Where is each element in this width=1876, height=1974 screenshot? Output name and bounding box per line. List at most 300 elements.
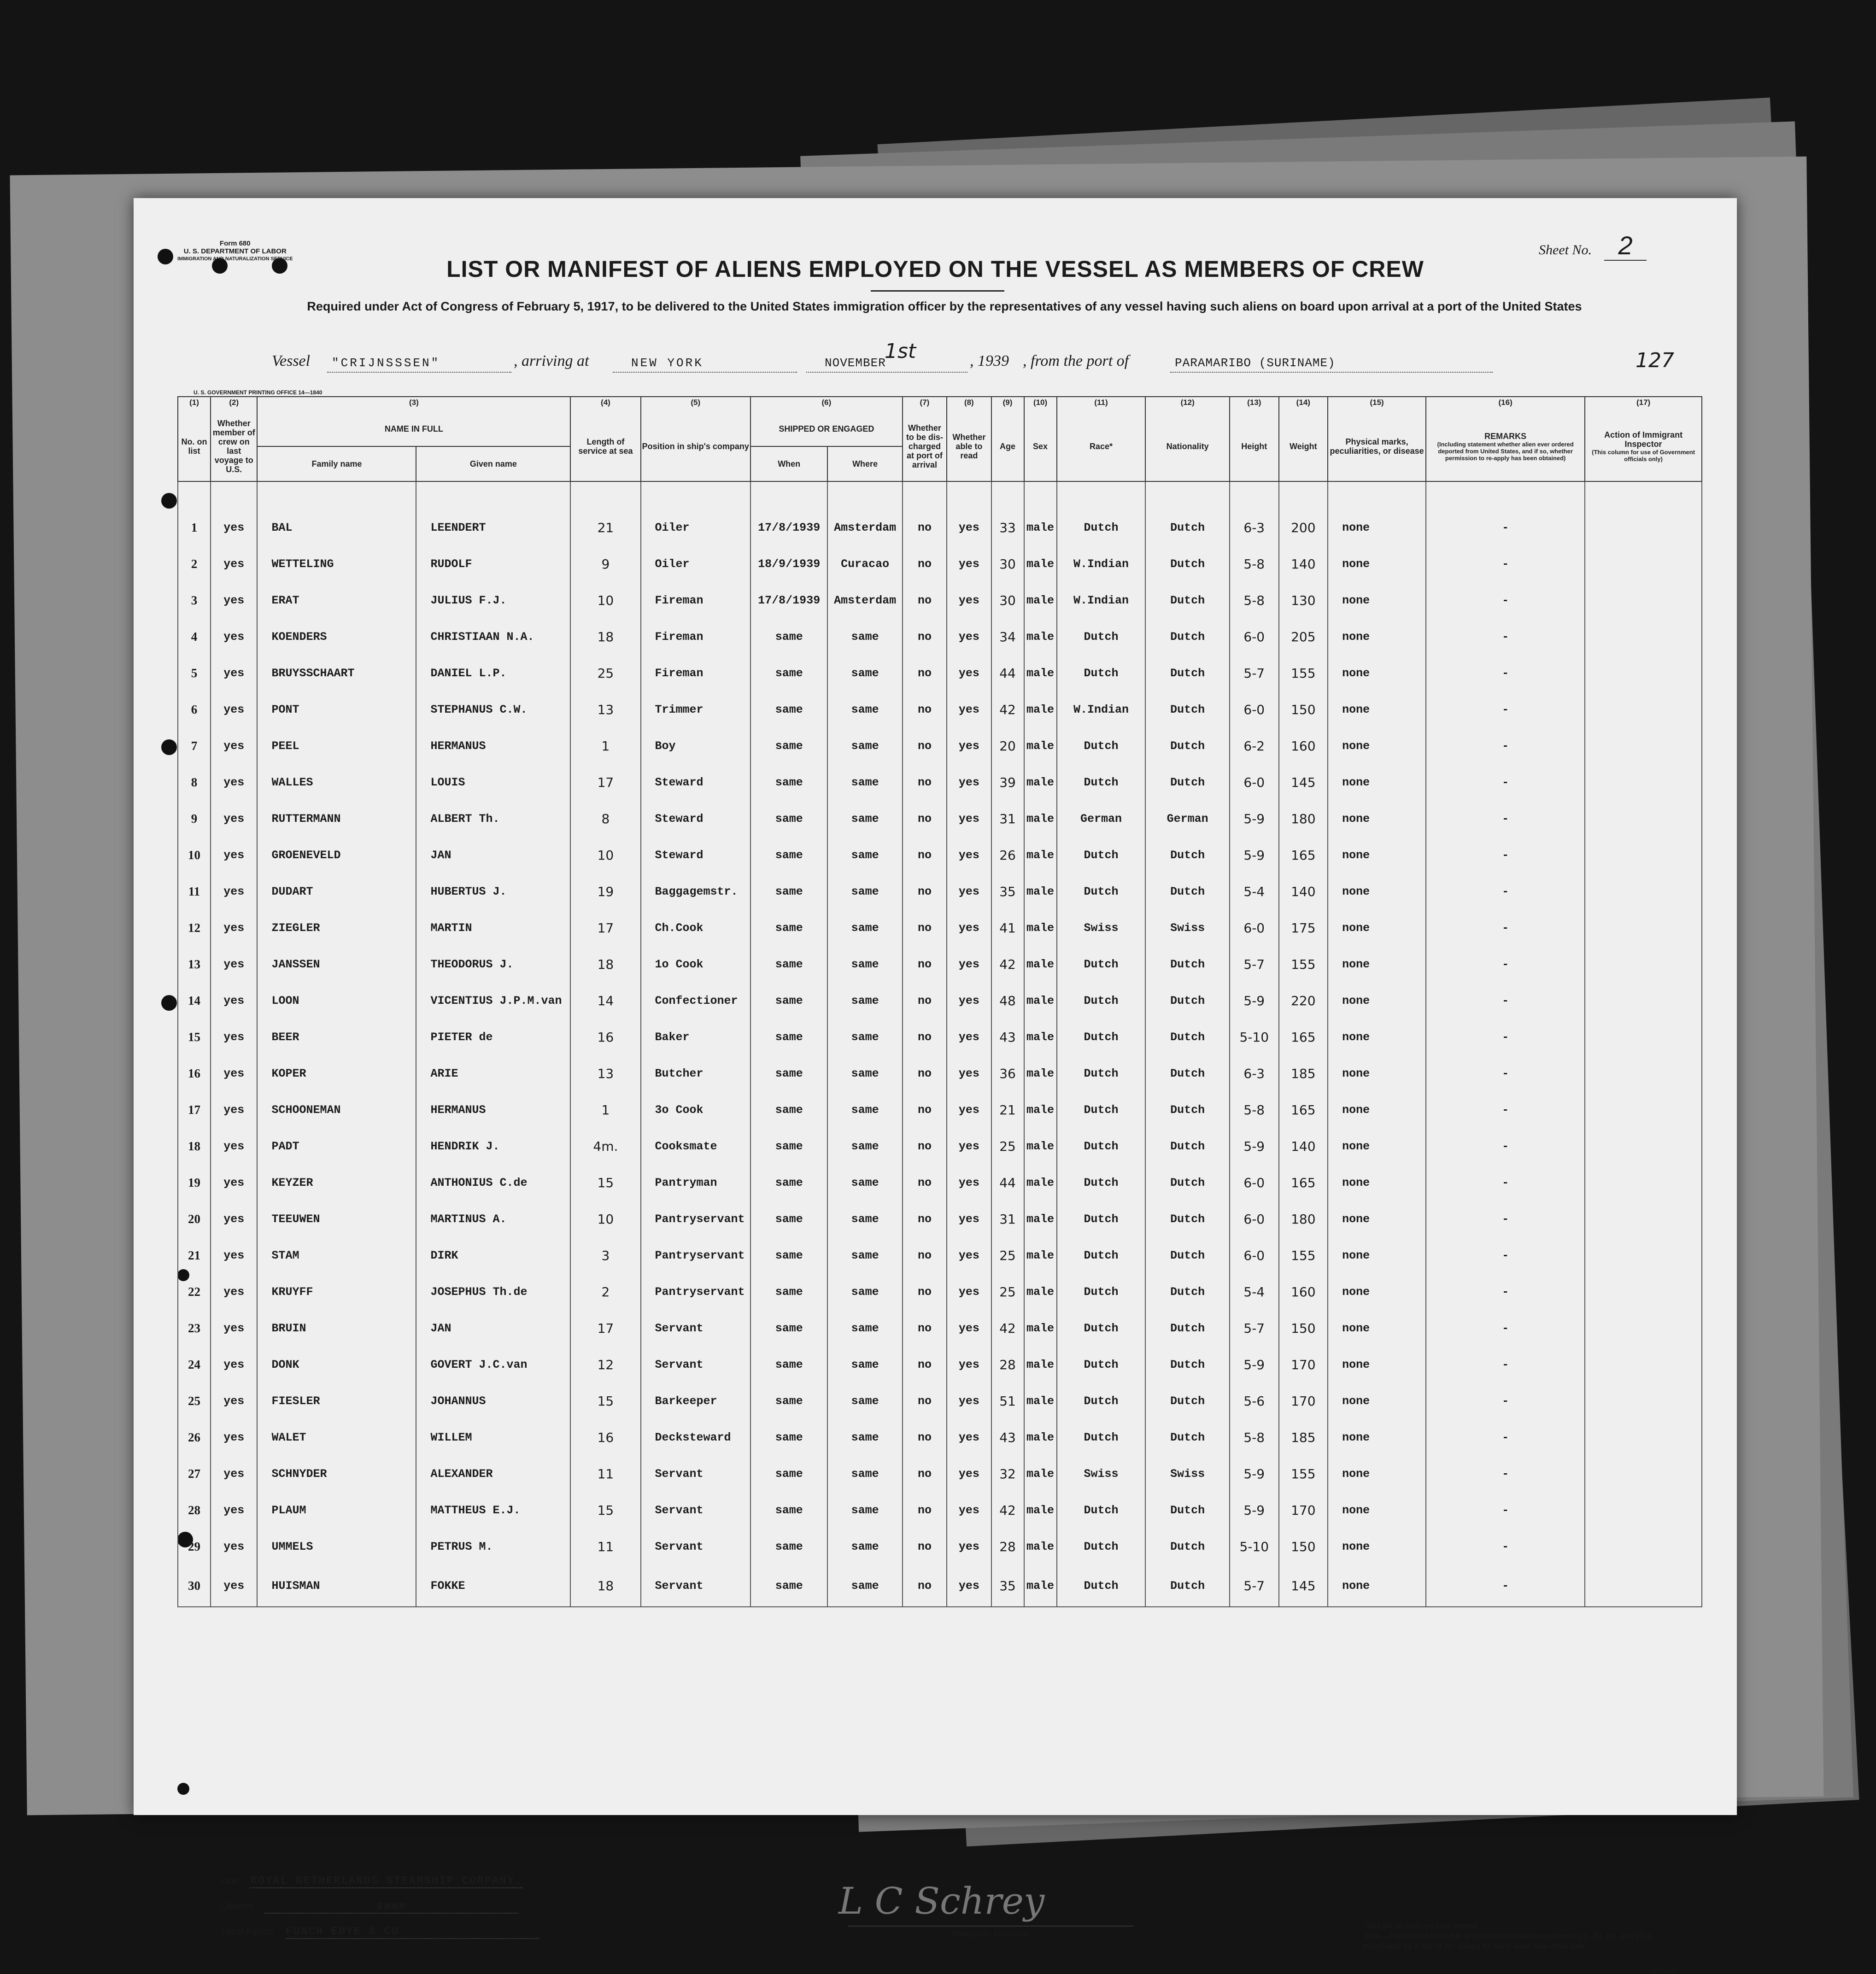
- col-number: (14): [1279, 397, 1328, 412]
- length-of-service-cell: 10: [570, 1201, 640, 1237]
- crew-last-voyage-cell: yes: [211, 1529, 257, 1565]
- row-number-cell: 20: [178, 1201, 211, 1237]
- sex-cell: male: [1024, 1310, 1057, 1347]
- row-number-cell: 4: [178, 619, 211, 655]
- shipped-when-cell: same: [750, 1492, 827, 1529]
- crew-last-voyage-cell: yes: [211, 1565, 257, 1607]
- able-to-read-cell: yes: [947, 1165, 991, 1201]
- row-number-cell: 6: [178, 691, 211, 728]
- shipped-when-cell: same: [750, 801, 827, 837]
- length-of-service-cell: 16: [570, 1419, 640, 1456]
- inspector-action-cell: [1585, 510, 1702, 546]
- length-of-service-cell: 18: [570, 1565, 640, 1607]
- given-name-cell: HERMANUS: [416, 1092, 570, 1128]
- age-cell: 41: [991, 910, 1024, 946]
- weight-cell: 220: [1279, 983, 1328, 1019]
- crew-last-voyage-cell: yes: [211, 1274, 257, 1310]
- race-cell: Dutch: [1057, 1201, 1146, 1237]
- header-able-to-read: Whether able to read: [947, 412, 991, 481]
- given-name-cell: RUDOLF: [416, 546, 570, 582]
- length-of-service-cell: 8: [570, 801, 640, 837]
- height-cell: 6-3: [1230, 1055, 1279, 1092]
- position-cell: Servant: [641, 1492, 750, 1529]
- given-name-cell: FOKKE: [416, 1565, 570, 1607]
- race-cell: Dutch: [1057, 510, 1146, 546]
- physical-marks-cell: none: [1328, 946, 1426, 983]
- discharged-cell: no: [903, 1201, 947, 1237]
- shipped-when-cell: 18/9/1939: [750, 546, 827, 582]
- discharged-cell: no: [903, 764, 947, 801]
- age-cell: 20: [991, 728, 1024, 764]
- race-cell: Dutch: [1057, 1237, 1146, 1274]
- punch-hole: [161, 739, 177, 755]
- age-cell: 51: [991, 1383, 1024, 1419]
- agents-value: FUNCH EDYE & CO: [286, 1926, 539, 1939]
- position-cell: Boy: [641, 728, 750, 764]
- family-name-cell: PLAUM: [257, 1492, 416, 1529]
- shipped-when-cell: 17/8/1939: [750, 510, 827, 546]
- family-name-cell: BAL: [257, 510, 416, 546]
- inspector-action-cell: [1585, 1310, 1702, 1347]
- crew-row: [178, 1419, 1702, 1456]
- row-number-cell: 12: [178, 910, 211, 946]
- sex-cell: male: [1024, 873, 1057, 910]
- crew-row: [178, 619, 1702, 655]
- able-to-read-cell: yes: [947, 1274, 991, 1310]
- position-cell: Servant: [641, 1529, 750, 1565]
- position-cell: Servant: [641, 1347, 750, 1383]
- weight-cell: 155: [1279, 1237, 1328, 1274]
- remarks-cell: -: [1426, 1274, 1585, 1310]
- weight-cell: 140: [1279, 546, 1328, 582]
- physical-marks-cell: none: [1328, 546, 1426, 582]
- header-nationality: Nationality: [1145, 412, 1230, 481]
- remarks-cell: -: [1426, 1565, 1585, 1607]
- length-of-service-cell: 17: [570, 764, 640, 801]
- col-number: (3): [257, 397, 570, 412]
- physical-marks-cell: none: [1328, 691, 1426, 728]
- length-of-service-cell: 15: [570, 1383, 640, 1419]
- given-name-cell: JULIUS F.J.: [416, 582, 570, 619]
- vessel-label: Vessel: [272, 352, 311, 369]
- remarks-cell: -: [1426, 946, 1585, 983]
- given-name-cell: DANIEL L.P.: [416, 655, 570, 691]
- nationality-cell: Dutch: [1145, 510, 1230, 546]
- shipped-when-cell: same: [750, 1019, 827, 1055]
- family-name-cell: PEEL: [257, 728, 416, 764]
- weight-cell: 180: [1279, 801, 1328, 837]
- physical-marks-cell: none: [1328, 582, 1426, 619]
- race-cell: Swiss: [1057, 910, 1146, 946]
- crew-last-voyage-cell: yes: [211, 728, 257, 764]
- family-name-cell: KRUYFF: [257, 1274, 416, 1310]
- height-cell: 6-0: [1230, 691, 1279, 728]
- crew-last-voyage-cell: yes: [211, 946, 257, 983]
- header-crew-last-voyage: Whether member of crew on last voyage to U.S.: [211, 412, 257, 481]
- inspector-action-cell: [1585, 1165, 1702, 1201]
- remarks-cell: -: [1426, 1529, 1585, 1565]
- discharged-cell: no: [903, 1492, 947, 1529]
- nationality-cell: Dutch: [1145, 1019, 1230, 1055]
- able-to-read-cell: yes: [947, 1492, 991, 1529]
- discharged-cell: no: [903, 1092, 947, 1128]
- family-name-cell: SCHOONEMAN: [257, 1092, 416, 1128]
- inspector-action-cell: [1585, 1419, 1702, 1456]
- discharged-cell: no: [903, 1310, 947, 1347]
- row-number-cell: 18: [178, 1128, 211, 1165]
- col-number: (8): [947, 397, 991, 412]
- department-name: U. S. DEPARTMENT OF LABOR: [183, 247, 287, 255]
- height-cell: 6-3: [1230, 510, 1279, 546]
- shipped-when-cell: same: [750, 1274, 827, 1310]
- length-of-service-cell: 11: [570, 1529, 640, 1565]
- age-cell: 44: [991, 655, 1024, 691]
- shipped-where-cell: same: [827, 837, 902, 873]
- shipped-when-cell: same: [750, 1092, 827, 1128]
- shipped-where-cell: same: [827, 1456, 902, 1492]
- remarks-cell: -: [1426, 582, 1585, 619]
- crew-last-voyage-cell: yes: [211, 1165, 257, 1201]
- height-cell: 5-4: [1230, 873, 1279, 910]
- inspector-signature: L C Schrey: [838, 1880, 1045, 1922]
- given-name-cell: JAN: [416, 1310, 570, 1347]
- shipped-where-cell: same: [827, 1274, 902, 1310]
- header-where: Where: [827, 446, 902, 481]
- discharged-cell: no: [903, 983, 947, 1019]
- shipped-when-cell: same: [750, 873, 827, 910]
- weight-cell: 165: [1279, 1092, 1328, 1128]
- col-number: (15): [1328, 397, 1426, 412]
- race-cell: Dutch: [1057, 1492, 1146, 1529]
- age-cell: 21: [991, 1092, 1024, 1128]
- inspector-action-cell: [1585, 1565, 1702, 1607]
- header-name-in-full: NAME IN FULL: [257, 412, 570, 446]
- inspector-action-cell: [1585, 873, 1702, 910]
- remarks-cell: -: [1426, 1419, 1585, 1456]
- discharged-cell: no: [903, 910, 947, 946]
- family-name-cell: WALLES: [257, 764, 416, 801]
- crew-row: [178, 801, 1702, 837]
- given-name-cell: HERMANUS: [416, 728, 570, 764]
- remarks-cell: -: [1426, 1128, 1585, 1165]
- header-action-note: (This column for use of Government officials only): [1592, 449, 1695, 463]
- age-cell: 42: [991, 691, 1024, 728]
- shipped-where-cell: same: [827, 1019, 902, 1055]
- discharged-cell: no: [903, 801, 947, 837]
- given-name-cell: HENDRIK J.: [416, 1128, 570, 1165]
- race-cell: Dutch: [1057, 1529, 1146, 1565]
- weight-cell: 130: [1279, 582, 1328, 619]
- physical-marks-cell: none: [1328, 728, 1426, 764]
- discharged-cell: no: [903, 655, 947, 691]
- remarks-cell: -: [1426, 619, 1585, 655]
- crew-row: [178, 873, 1702, 910]
- position-cell: Steward: [641, 764, 750, 801]
- header-length-of-service: Length of service at sea: [570, 412, 640, 481]
- manifest-rows: [178, 481, 1702, 1607]
- race-cell: Dutch: [1057, 764, 1146, 801]
- header-action-title: Action of Immigrant Inspector: [1604, 430, 1683, 449]
- height-cell: 6-0: [1230, 1165, 1279, 1201]
- list-number: 127: [1636, 349, 1674, 372]
- given-name-cell: MARTIN: [416, 910, 570, 946]
- crew-last-voyage-cell: yes: [211, 1128, 257, 1165]
- length-of-service-cell: 15: [570, 1165, 640, 1201]
- punch-hole: [161, 493, 177, 509]
- line-value: ROYAL NETHERLANDS STEAMSHIP COMPANY.: [250, 1875, 522, 1887]
- vessel-info-line: [272, 340, 1714, 375]
- row-number-cell: 27: [178, 1456, 211, 1492]
- owners-label: Owners: [221, 1901, 253, 1911]
- inspector-action-cell: [1585, 1055, 1702, 1092]
- family-name-cell: SCHNYDER: [257, 1456, 416, 1492]
- shipped-where-cell: same: [827, 1310, 902, 1347]
- race-cell: Dutch: [1057, 1347, 1146, 1383]
- height-cell: 6-0: [1230, 764, 1279, 801]
- race-cell: Dutch: [1057, 1019, 1146, 1055]
- sex-cell: male: [1024, 728, 1057, 764]
- crew-row: [178, 655, 1702, 691]
- race-cell: W.Indian: [1057, 691, 1146, 728]
- crew-row: [178, 1055, 1702, 1092]
- shipped-when-cell: same: [750, 1456, 827, 1492]
- height-cell: 6-0: [1230, 910, 1279, 946]
- length-of-service-cell: 12: [570, 1347, 640, 1383]
- length-of-service-cell: 18: [570, 619, 640, 655]
- shipped-where-cell: same: [827, 764, 902, 801]
- nationality-cell: Swiss: [1145, 1456, 1230, 1492]
- position-cell: 1o Cook: [641, 946, 750, 983]
- crew-manifest-table: [177, 396, 1702, 1607]
- height-cell: 5-8: [1230, 1092, 1279, 1128]
- header-no: No. on list: [178, 412, 211, 481]
- weight-cell: 180: [1279, 1201, 1328, 1237]
- shipped-when-cell: same: [750, 691, 827, 728]
- age-cell: 33: [991, 510, 1024, 546]
- header-position: Position in ship's company: [641, 412, 750, 481]
- discharged-cell: no: [903, 1237, 947, 1274]
- race-cell: Dutch: [1057, 1055, 1146, 1092]
- nationality-cell: Swiss: [1145, 910, 1230, 946]
- physical-marks-cell: none: [1328, 983, 1426, 1019]
- remarks-cell: -: [1426, 691, 1585, 728]
- inspector-action-cell: [1585, 1128, 1702, 1165]
- family-name-cell: RUTTERMANN: [257, 801, 416, 837]
- position-cell: Baggagemstr.: [641, 873, 750, 910]
- shipped-when-cell: same: [750, 946, 827, 983]
- header-discharged: Whether to be dis-charged at port of arrival: [903, 412, 947, 481]
- age-cell: 31: [991, 1201, 1024, 1237]
- shipped-when-cell: same: [750, 1201, 827, 1237]
- shipped-when-cell: same: [750, 1055, 827, 1092]
- shipped-when-cell: same: [750, 1529, 827, 1565]
- able-to-read-cell: yes: [947, 1419, 991, 1456]
- nationality-cell: Dutch: [1145, 1237, 1230, 1274]
- row-number-cell: 8: [178, 764, 211, 801]
- physical-marks-cell: none: [1328, 1565, 1426, 1607]
- height-cell: 5-8: [1230, 582, 1279, 619]
- row-number-cell: 3: [178, 582, 211, 619]
- height-cell: 5-9: [1230, 1347, 1279, 1383]
- shipped-where-cell: same: [827, 1165, 902, 1201]
- discharged-cell: no: [903, 946, 947, 983]
- sex-cell: male: [1024, 1383, 1057, 1419]
- race-cell: Dutch: [1057, 1128, 1146, 1165]
- given-name-cell: PIETER de: [416, 1019, 570, 1055]
- able-to-read-cell: yes: [947, 946, 991, 983]
- given-name-cell: ALEXANDER: [416, 1456, 570, 1492]
- family-name-cell: WETTELING: [257, 546, 416, 582]
- remarks-cell: -: [1426, 764, 1585, 801]
- col-number: (9): [991, 397, 1024, 412]
- inspector-action-cell: [1585, 691, 1702, 728]
- shipped-when-cell: same: [750, 1383, 827, 1419]
- able-to-read-cell: yes: [947, 1092, 991, 1128]
- crew-row: [178, 728, 1702, 764]
- race-cell: Dutch: [1057, 1310, 1146, 1347]
- weight-cell: 185: [1279, 1419, 1328, 1456]
- physical-marks-cell: none: [1328, 837, 1426, 873]
- inspector-action-cell: [1585, 1492, 1702, 1529]
- col-number: (1): [178, 397, 211, 412]
- row-number-cell: 10: [178, 837, 211, 873]
- race-cell: Dutch: [1057, 1165, 1146, 1201]
- shipped-when-cell: same: [750, 910, 827, 946]
- nationality-cell: Dutch: [1145, 1310, 1230, 1347]
- family-name-cell: BRUYSSCHAART: [257, 655, 416, 691]
- nationality-cell: Dutch: [1145, 1092, 1230, 1128]
- inspector-action-cell: [1585, 1347, 1702, 1383]
- sex-cell: male: [1024, 1565, 1057, 1607]
- physical-marks-cell: none: [1328, 1274, 1426, 1310]
- length-of-service-cell: 17: [570, 910, 640, 946]
- sex-cell: male: [1024, 655, 1057, 691]
- length-of-service-cell: 14: [570, 983, 640, 1019]
- crew-row: [178, 1529, 1702, 1565]
- crew-last-voyage-cell: yes: [211, 691, 257, 728]
- sex-cell: male: [1024, 691, 1057, 728]
- nationality-cell: Dutch: [1145, 655, 1230, 691]
- weight-cell: 170: [1279, 1492, 1328, 1529]
- able-to-read-cell: yes: [947, 655, 991, 691]
- col-number: (10): [1024, 397, 1057, 412]
- col-number: (13): [1230, 397, 1279, 412]
- title-underline: [871, 290, 1004, 292]
- crew-last-voyage-cell: yes: [211, 837, 257, 873]
- height-cell: 5-6: [1230, 1383, 1279, 1419]
- header-shipped-engaged: SHIPPED OR ENGAGED: [750, 412, 903, 446]
- punch-hole: [177, 1783, 189, 1795]
- given-name-cell: ARIE: [416, 1055, 570, 1092]
- column-number-row: [178, 397, 1702, 412]
- weight-cell: 150: [1279, 691, 1328, 728]
- position-cell: Oiler: [641, 546, 750, 582]
- sex-cell: male: [1024, 1128, 1057, 1165]
- length-of-service-cell: 10: [570, 582, 640, 619]
- able-to-read-cell: yes: [947, 801, 991, 837]
- remarks-cell: -: [1426, 655, 1585, 691]
- sex-cell: male: [1024, 1274, 1057, 1310]
- race-cell: Dutch: [1057, 1419, 1146, 1456]
- position-cell: Oiler: [641, 510, 750, 546]
- column-header-row: [178, 412, 1702, 446]
- able-to-read-cell: yes: [947, 1128, 991, 1165]
- height-cell: 5-9: [1230, 1456, 1279, 1492]
- length-of-service-cell: 9: [570, 546, 640, 582]
- col-number: (17): [1585, 397, 1702, 412]
- sex-cell: male: [1024, 546, 1057, 582]
- shipped-when-cell: same: [750, 983, 827, 1019]
- height-cell: 5-4: [1230, 1274, 1279, 1310]
- physical-marks-cell: none: [1328, 655, 1426, 691]
- discharged-cell: no: [903, 1128, 947, 1165]
- discharged-cell: no: [903, 728, 947, 764]
- crew-last-voyage-cell: yes: [211, 619, 257, 655]
- age-cell: 44: [991, 1165, 1024, 1201]
- height-cell: 5-8: [1230, 546, 1279, 582]
- nationality-cell: Dutch: [1145, 1128, 1230, 1165]
- position-cell: Servant: [641, 1310, 750, 1347]
- shipped-where-cell: same: [827, 1201, 902, 1237]
- crew-row: [178, 1565, 1702, 1607]
- shipped-where-cell: same: [827, 910, 902, 946]
- row-number-cell: 19: [178, 1165, 211, 1201]
- weight-cell: 160: [1279, 1274, 1328, 1310]
- able-to-read-cell: yes: [947, 1383, 991, 1419]
- page-subtitle: Required under Act of Congress of February 5, 1917, to be delivered to the United States immigration officer by the representatives of any vessel having such aliens on board upon arrival at a port of the United States: [307, 299, 1582, 313]
- age-cell: 25: [991, 1237, 1024, 1274]
- weight-cell: 150: [1279, 1529, 1328, 1565]
- crew-last-voyage-cell: yes: [211, 873, 257, 910]
- vessel-name: "CRIJNSSSEN": [332, 356, 440, 370]
- remarks-cell: -: [1426, 1456, 1585, 1492]
- height-cell: 5-8: [1230, 1419, 1279, 1456]
- crew-row: [178, 1128, 1702, 1165]
- discharged-cell: no: [903, 1383, 947, 1419]
- row-number-cell: 25: [178, 1383, 211, 1419]
- remarks-cell: -: [1426, 1201, 1585, 1237]
- nationality-cell: Dutch: [1145, 983, 1230, 1019]
- crew-last-voyage-cell: yes: [211, 1201, 257, 1237]
- given-name-cell: PETRUS M.: [416, 1529, 570, 1565]
- shipped-where-cell: same: [827, 1419, 902, 1456]
- position-cell: Servant: [641, 1456, 750, 1492]
- discharged-cell: no: [903, 1055, 947, 1092]
- col-number: (16): [1426, 397, 1585, 412]
- arrival-port: NEW YORK: [631, 356, 704, 370]
- printing-office-note: U. S. GOVERNMENT PRINTING OFFICE 14—1840: [193, 389, 322, 396]
- row-number-cell: 26: [178, 1419, 211, 1456]
- col-number: (4): [570, 397, 640, 412]
- physical-marks-cell: none: [1328, 619, 1426, 655]
- height-cell: 5-7: [1230, 946, 1279, 983]
- age-cell: 48: [991, 983, 1024, 1019]
- age-cell: 34: [991, 619, 1024, 655]
- physical-marks-cell: none: [1328, 1492, 1426, 1529]
- sex-cell: male: [1024, 801, 1057, 837]
- sheet-number-value: 2: [1604, 231, 1646, 261]
- discharged-cell: no: [903, 1456, 947, 1492]
- header-age: Age: [991, 412, 1024, 481]
- family-name-cell: KOPER: [257, 1055, 416, 1092]
- physical-marks-cell: none: [1328, 1201, 1426, 1237]
- remarks-cell: -: [1426, 1383, 1585, 1419]
- race-cell: Dutch: [1057, 728, 1146, 764]
- inspector-action-cell: [1585, 1529, 1702, 1565]
- family-name-cell: GROENEVELD: [257, 837, 416, 873]
- physical-marks-cell: none: [1328, 1310, 1426, 1347]
- length-of-service-cell: 18: [570, 946, 640, 983]
